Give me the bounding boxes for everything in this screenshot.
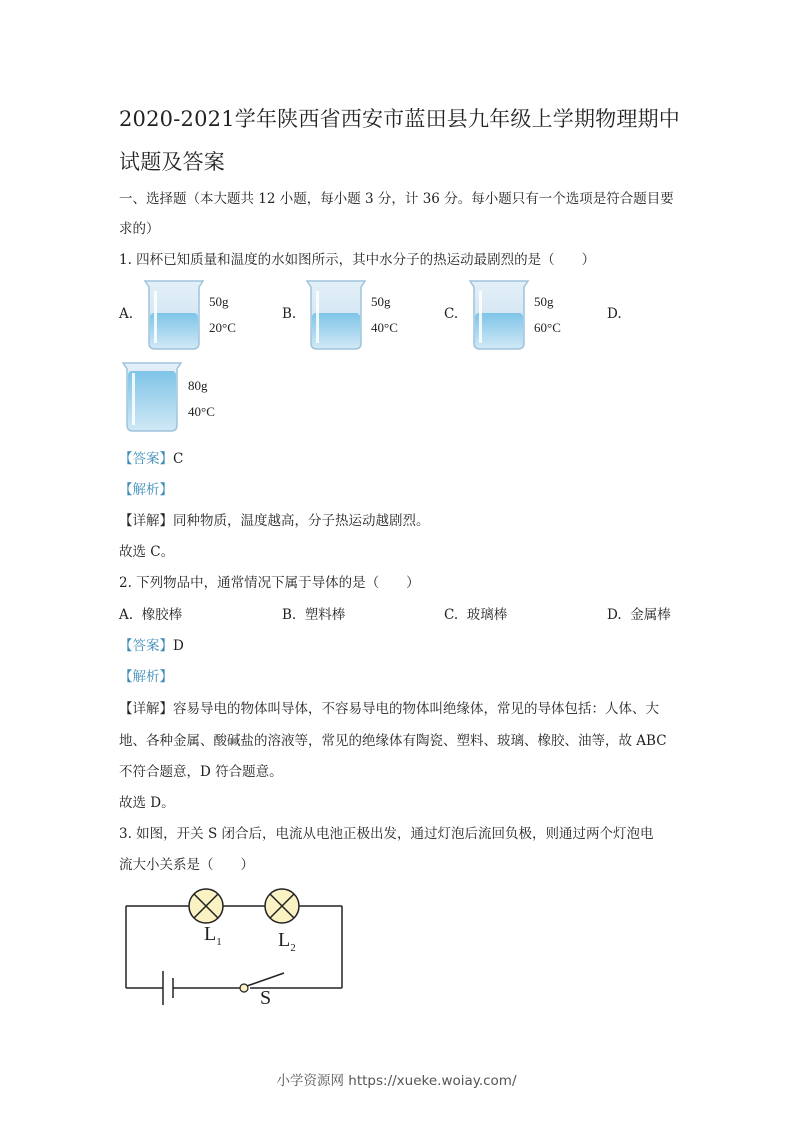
document-title-line1: 2020-2021学年陕西省西安市蓝田县九年级上学期物理期中: [119, 107, 680, 131]
q1-detail: [119, 509, 430, 529]
beaker-icon: [468, 279, 530, 351]
detail-text: 同种物质，温度越高，分子热运动越剧烈。: [173, 513, 430, 529]
q2-option-b: B. 塑料棒: [282, 607, 346, 623]
q1-option-c-beaker: [468, 279, 530, 355]
q1-option-a-mass: 50g: [209, 294, 229, 309]
q1-option-d-label: D.: [607, 306, 622, 322]
q2-option-c: C. 玻璃棒: [444, 607, 508, 623]
question-3-stem: 3. 如图，开关 S 闭合后，电流从电池正极出发，通过灯泡后流回负极，则通过两个灯泡电: [119, 826, 654, 842]
q2-answer: [119, 634, 184, 654]
q1-option-d-temp: 40°C: [188, 404, 215, 419]
q1-option-b-label: B.: [282, 306, 297, 322]
q2-option-a: A. 橡胶棒: [119, 607, 183, 623]
switch-label: S: [260, 987, 272, 1009]
answer-tag: 【答案】: [119, 451, 173, 467]
beaker-icon: [305, 279, 367, 351]
footer-watermark: 小学资源网 https://xueke.woiay.com/: [276, 1073, 517, 1089]
q1-option-b-temp: 40°C: [371, 320, 398, 335]
q2-detail: [119, 697, 659, 717]
circuit-diagram: [120, 885, 360, 1019]
q2-conclusion: 故选 D。: [119, 795, 175, 811]
lamp-2-label: $L_2$: [278, 929, 296, 954]
q1-option-b-mass: 50g: [371, 294, 391, 309]
q1-option-d-beaker: [121, 361, 183, 437]
q1-conclusion: 故选 C。: [119, 544, 175, 560]
beaker-icon: [143, 279, 205, 351]
section-header-cont: 求的）: [119, 221, 160, 237]
switch-icon: [240, 984, 248, 992]
detail-text: 容易导电的物体叫导体，不容易导电的物体叫绝缘体，常见的导体包括：人体、大: [173, 701, 659, 717]
answer-tag: 【答案】: [119, 638, 173, 654]
q1-option-d-mass: 80g: [188, 378, 208, 393]
q1-analysis-tag: 【解析】: [119, 482, 173, 498]
question-3-stem-cont: 流大小关系是（ ）: [119, 857, 254, 873]
question-2-stem: 2. 下列物品中，通常情况下属于导体的是（ ）: [119, 575, 420, 591]
q1-answer: [119, 447, 183, 467]
q1-option-b-beaker: [305, 279, 367, 355]
q2-option-d: D. 金属棒: [607, 607, 671, 623]
q1-option-c-temp: 60°C: [534, 320, 561, 335]
beaker-icon: [121, 361, 183, 433]
document-title-line2: 试题及答案: [119, 150, 225, 174]
answer-value: D: [173, 638, 184, 654]
q1-option-c-mass: 50g: [534, 294, 554, 309]
lamp-1-icon: [189, 889, 223, 923]
lamp-2-icon: [265, 889, 299, 923]
q2-analysis-tag: 【解析】: [119, 669, 173, 685]
detail-tag: 【详解】: [119, 513, 173, 529]
q1-option-c-label: C.: [444, 306, 459, 322]
q1-option-a-temp: 20°C: [209, 320, 236, 335]
q2-detail-line3: 不符合题意，D 符合题意。: [119, 764, 283, 780]
q1-option-a-beaker: [143, 279, 205, 355]
lamp-1-label: $L_1$: [204, 923, 222, 948]
question-1-stem: 1. 四杯已知质量和温度的水如图所示，其中水分子的热运动最剧烈的是（ ）: [119, 252, 596, 268]
detail-tag: 【详解】: [119, 701, 173, 717]
q1-option-a-label: A.: [119, 306, 134, 322]
answer-value: C: [173, 451, 184, 467]
q2-detail-line2: 地、各种金属、酸碱盐的溶液等，常见的绝缘体有陶瓷、塑料、玻璃、橡胶、油等，故 ABC: [119, 733, 667, 749]
section-header: 一、选择题（本大题共 12 小题，每小题 3 分，计 36 分。每小题只有一个选项是符合题目要: [119, 191, 674, 207]
